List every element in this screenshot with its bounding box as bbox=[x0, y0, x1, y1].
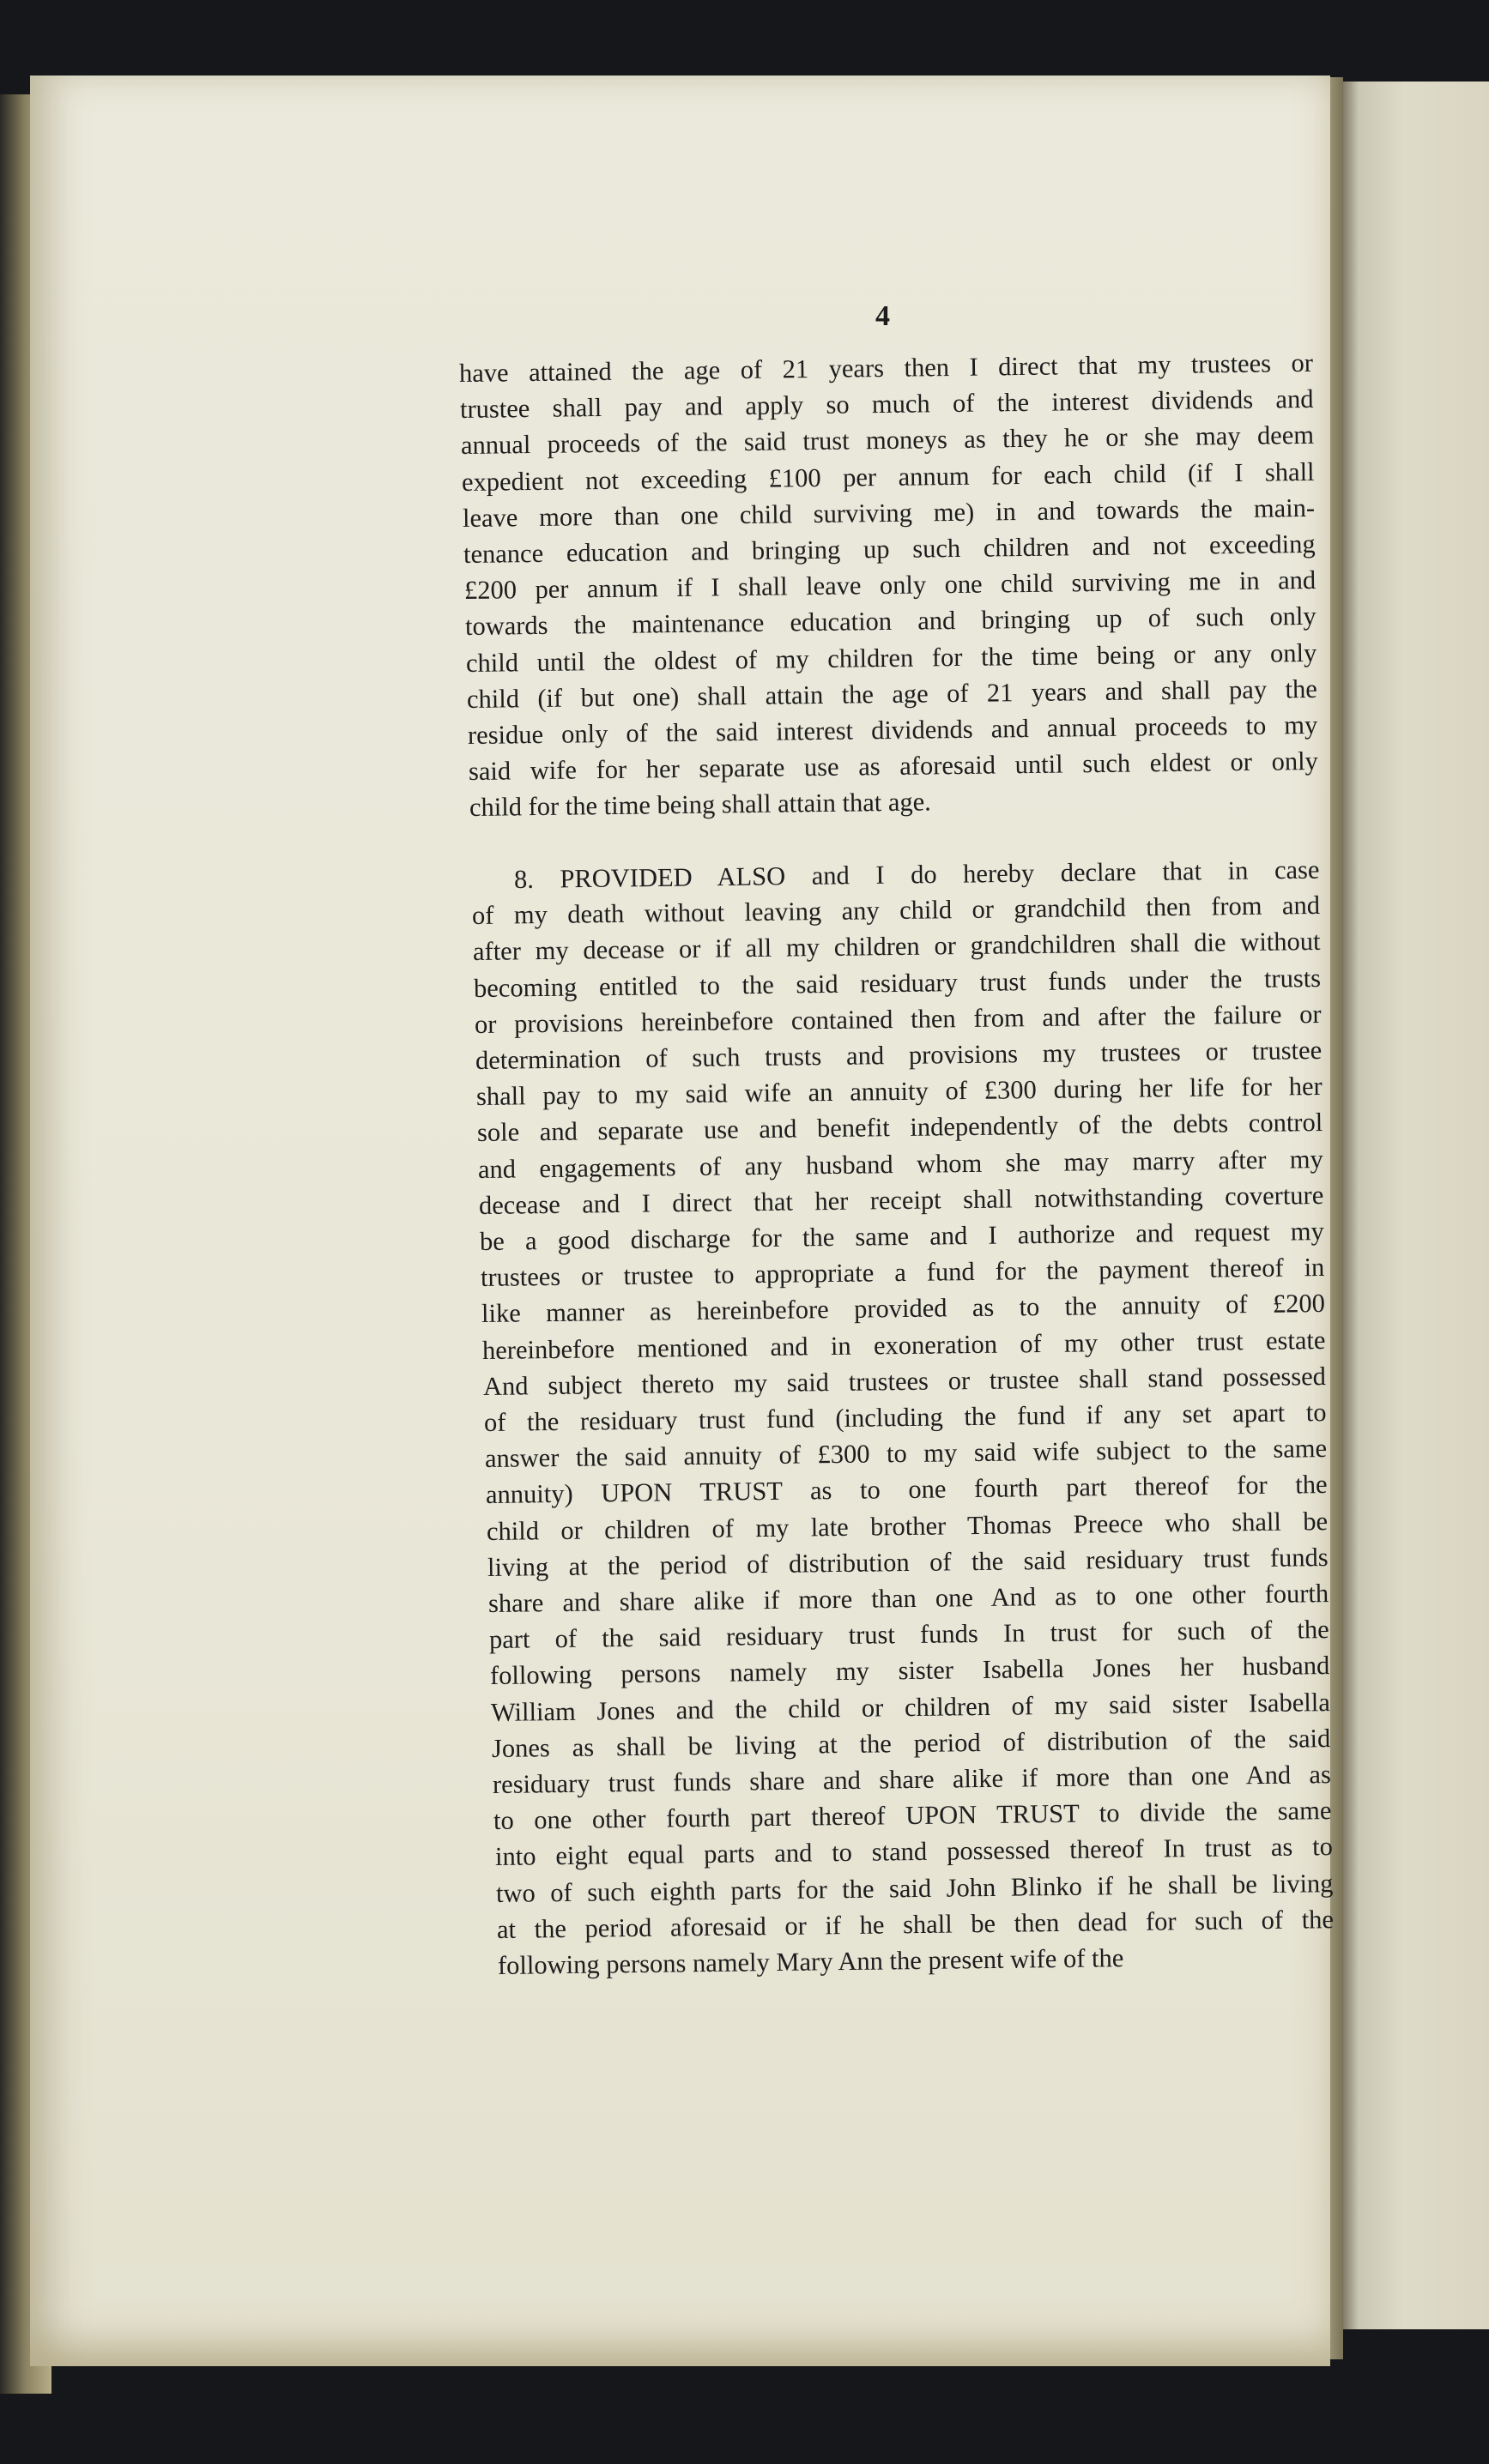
text-line: annual proceeds of the said trust moneys as they he or she may deem bbox=[460, 420, 1315, 461]
text-line: annuity) UPON TRUST as to one fourth part thereof for the bbox=[486, 1470, 1329, 1510]
text-line: determination of such trusts and provisions my trustees or trustee bbox=[475, 1035, 1323, 1075]
text-line: becoming entitled to the said residuary trust funds under the trusts bbox=[473, 963, 1322, 1003]
text-line: child (if but one) shall attain the age of 21 years and shall pay the bbox=[466, 673, 1318, 714]
text-line: share and share alike if more than one And as to one other fourth bbox=[488, 1579, 1329, 1618]
text-line: William Jones and the child or children of my said sister Isabella bbox=[491, 1687, 1331, 1727]
text-line: Jones as shall be living at the period of distribution of the said bbox=[492, 1723, 1331, 1763]
text-line: hereinbefore mentioned and in exoneration of my other trust estate bbox=[482, 1325, 1326, 1365]
text-line: child for the time being shall attain that age. bbox=[469, 787, 932, 823]
text-line: shall pay to my said wife an annuity of £300 during her life for her bbox=[476, 1072, 1323, 1112]
text-line: leave more than one child surviving me) in and towards the main- bbox=[462, 492, 1316, 533]
text-line: child until the oldest of my children for the time being or any only bbox=[465, 637, 1317, 678]
text-line: residuary trust funds share and share alike if more than one And as bbox=[493, 1760, 1332, 1799]
text-line: tenance education and bringing up such children and not exceeding bbox=[463, 528, 1316, 569]
text-line: be a good discharge for the same and I authorize and request my bbox=[480, 1216, 1325, 1256]
facing-page bbox=[1339, 82, 1489, 2329]
page-number: 4 bbox=[875, 300, 890, 332]
text-line: of my death without leaving any child or grandchild then from and bbox=[471, 891, 1321, 931]
text-line: towards the maintenance education and bringing up of such only bbox=[464, 601, 1316, 642]
text-line: or provisions hereinbefore contained then from and after the failure or bbox=[474, 999, 1322, 1039]
text-line: sole and separate use and benefit independently of the debts control bbox=[477, 1108, 1323, 1148]
text-line: decease and I direct that her receipt shall notwithstanding coverture bbox=[479, 1180, 1324, 1220]
text-line: following persons namely Mary Ann the present wife of the bbox=[497, 1943, 1123, 1980]
text-line: 8. PROVIDED ALSO and I do hereby declare that in case bbox=[513, 855, 1320, 894]
text-line: child or children of my late brother Thomas Preece who shall be bbox=[487, 1506, 1329, 1546]
text-line: at the period aforesaid or if he shall be then dead for such of the bbox=[496, 1904, 1334, 1944]
text-line: trustees or trustee to appropriate a fund for the payment thereof in bbox=[481, 1253, 1325, 1293]
text-line: of the residuary trust fund (including the fund if any set apart to bbox=[484, 1398, 1328, 1437]
text-line: And subject thereto my said trustees or trustee shall stand possessed bbox=[483, 1361, 1327, 1401]
text-line: into eight equal parts and to stand possessed thereof In trust as to bbox=[494, 1832, 1333, 1872]
text-line: following persons namely my sister Isabella Jones her husband bbox=[490, 1651, 1330, 1691]
text-line: living at the period of distribution of the said residuary trust funds bbox=[487, 1542, 1329, 1582]
text-line: trustee shall pay and apply so much of the interest dividends and bbox=[459, 384, 1314, 425]
text-line: have attained the age of 21 years then I direct that my trustees or bbox=[458, 347, 1314, 388]
text-line: and engagements of any husband whom she may marry after my bbox=[478, 1144, 1324, 1184]
text-line: two of such eighth parts for the said John Blinko if he shall be living bbox=[495, 1868, 1334, 1908]
text-line: residue only of the said interest dividends and annual proceeds to my bbox=[467, 710, 1318, 750]
text-line: to one other fourth part thereof UPON TRUST to divide the same bbox=[493, 1796, 1333, 1836]
text-line: £200 per annum if I shall leave only one child surviving me in and bbox=[463, 565, 1316, 606]
text-line: like manner as hereinbefore provided as to the annuity of £200 bbox=[481, 1289, 1326, 1329]
text-line: answer the said annuity of £300 to my said wife subject to the same bbox=[485, 1434, 1328, 1474]
text-line: expedient not exceeding £100 per annum for each child (if I shall bbox=[461, 456, 1315, 497]
text-line: said wife for her separate use as aforesaid until such eldest or only bbox=[468, 746, 1319, 787]
text-line: part of the said residuary trust funds In trust for such of the bbox=[489, 1615, 1330, 1655]
text-line: after my decease or if all my children or grandchildren shall die without bbox=[472, 927, 1321, 967]
